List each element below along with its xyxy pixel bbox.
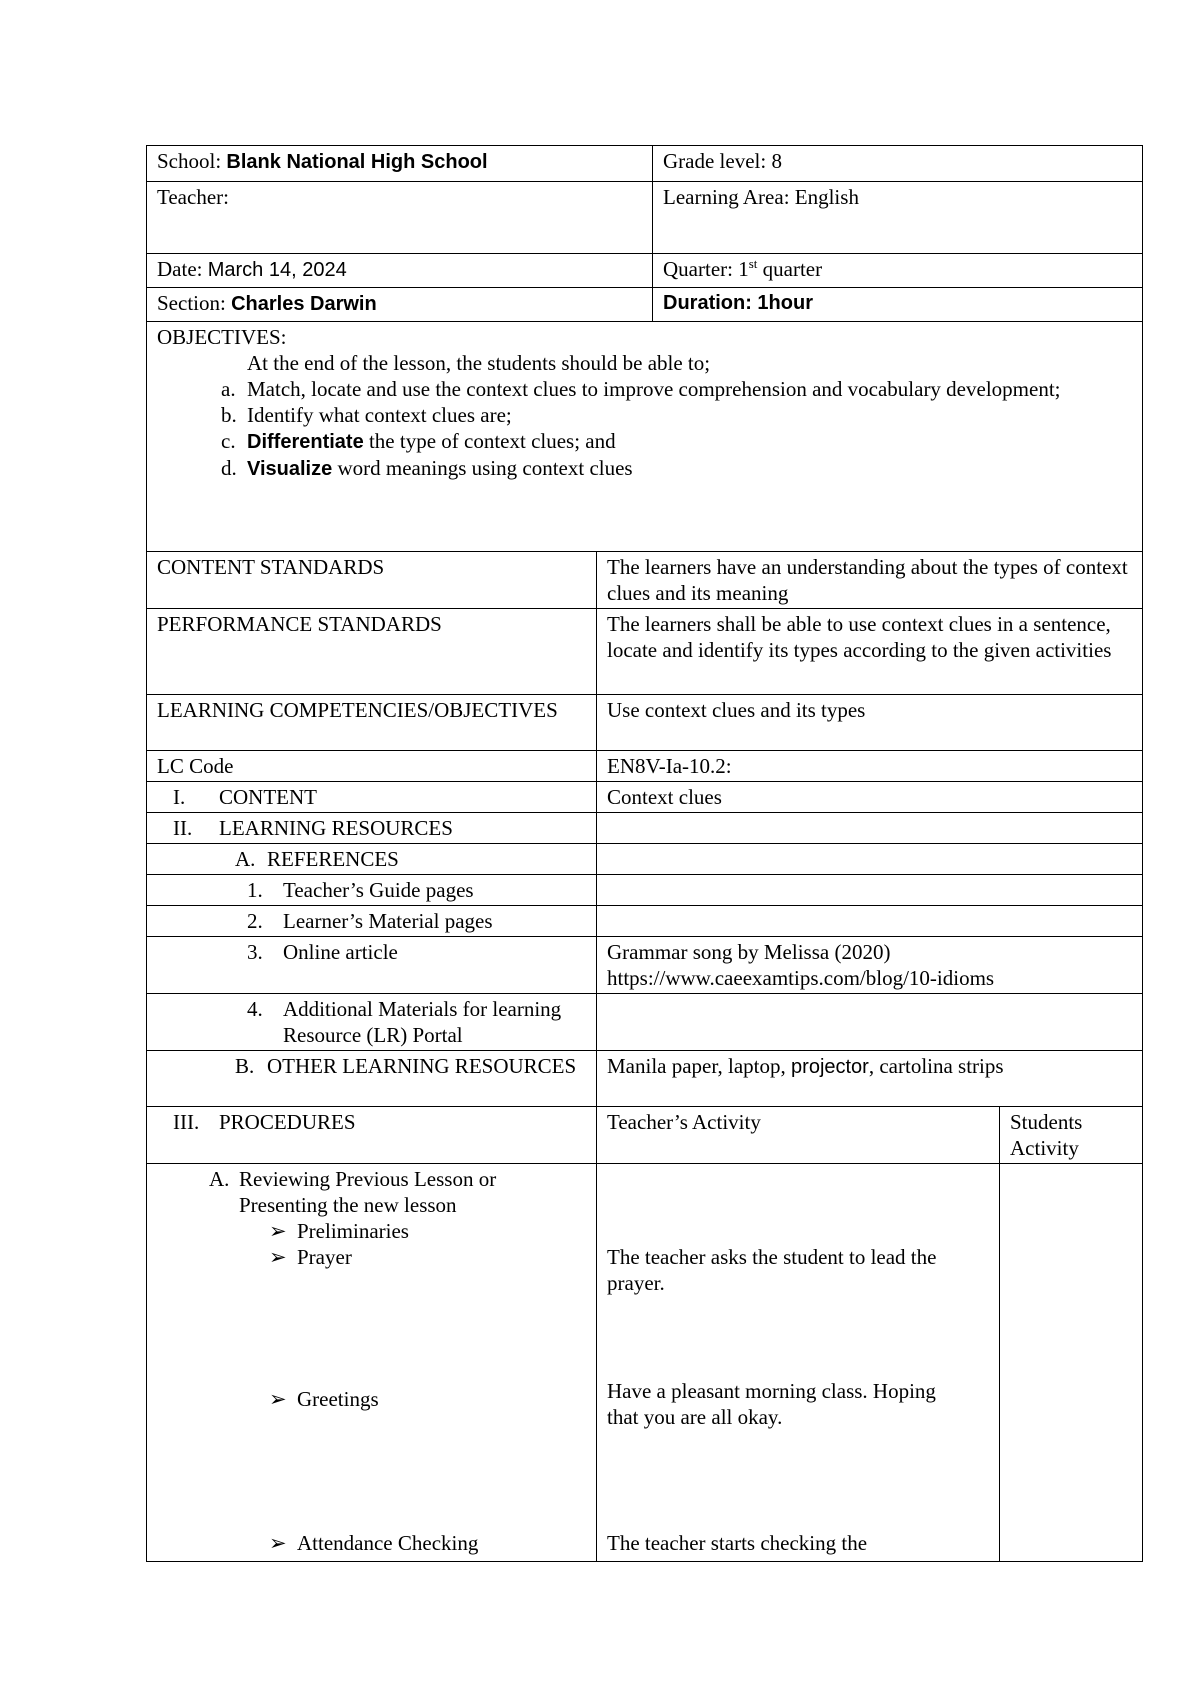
performance-standards-label: PERFORMANCE STANDARDS: [147, 608, 597, 694]
lesson-plan: [146, 145, 1142, 1562]
objective-item: b. Identify what context clues are;: [221, 403, 512, 427]
procedure-a-title: A. Reviewing Previous Lesson or Presenting the new lesson: [209, 1166, 497, 1217]
school-cell: School: Blank National High School: [147, 146, 653, 182]
objective-item: a. Match, locate and use the context clues to improve comprehension and vocabulary development;: [221, 377, 1061, 401]
objectives-cell: [147, 322, 1143, 552]
online-article-value: Grammar song by Melissa (2020) https://www.caeexamtips.com/blog/10-idioms: [597, 936, 1143, 993]
date-cell: Date: March 14, 2024: [147, 254, 653, 288]
students-activity-header: Students Activity: [1000, 1106, 1143, 1163]
bullet-prayer: ➢ Prayer: [269, 1244, 352, 1269]
objectives-intro: At the end of the lesson, the students should be able to;: [247, 351, 711, 375]
section-cell: Section: Charles Darwin: [147, 288, 653, 322]
arrow-bullet-icon: ➢: [269, 1218, 287, 1243]
attendance-activity-text: The teacher starts checking the: [607, 1530, 868, 1555]
duration-cell: Duration: 1hour: [653, 288, 1143, 322]
arrow-bullet-icon: ➢: [269, 1244, 287, 1269]
article-link: https://www.caeexamtips.com/blog/10-idioms: [607, 965, 995, 990]
other-resources-value: Manila paper, laptop, projector, cartolina strips: [597, 1050, 1143, 1106]
resources-table: [146, 551, 1143, 1562]
content-row-value: Context clues: [597, 781, 1143, 812]
objectives-title: OBJECTIVES:: [157, 325, 287, 349]
performance-standards-value: The learners shall be able to use context clues in a sentence, locate and identify its types according to the given activities: [597, 608, 1143, 694]
arrow-bullet-icon: ➢: [269, 1530, 287, 1555]
ref-additional-materials: 4. Additional Materials for learning Resource (LR) Portal: [147, 993, 597, 1050]
objectives-list: [157, 376, 1132, 482]
date-value: March 14, 2024: [207, 259, 347, 281]
quarter-cell: Quarter: 1st quarter: [653, 254, 1143, 288]
header-table: [146, 145, 1143, 552]
content-standards-value: The learners have an understanding about the types of context clues and its meaning: [597, 551, 1143, 608]
lc-code-value: EN8V-Ia-10.2:: [597, 750, 1143, 781]
other-resources-label: B. OTHER LEARNING RESOURCES: [147, 1050, 597, 1106]
students-activity-cell: [1000, 1163, 1143, 1561]
references-label: A. REFERENCES: [147, 843, 597, 874]
bullet-attendance: ➢ Attendance Checking: [269, 1530, 479, 1555]
ref-teachers-guide: 1. Teacher’s Guide pages: [147, 874, 597, 905]
competencies-label: LEARNING COMPETENCIES/OBJECTIVES: [147, 694, 597, 750]
section-value: Charles Darwin: [231, 293, 377, 315]
teacher-activity-cell: [597, 1163, 1000, 1561]
prayer-activity-text: The teacher asks the student to lead the prayer.: [607, 1244, 937, 1295]
teacher-activity-header: Teacher’s Activity: [597, 1106, 1000, 1163]
bullet-greetings: ➢ Greetings: [269, 1386, 379, 1411]
procedure-a-cell: [147, 1163, 597, 1561]
lc-code-label: LC Code: [147, 750, 597, 781]
objective-item: c. Differentiate the type of context clues; and: [221, 429, 616, 453]
content-row-label: I. CONTENT: [147, 781, 597, 812]
bullet-preliminaries: ➢ Preliminaries: [269, 1218, 409, 1243]
competencies-value: Use context clues and its types: [597, 694, 1143, 750]
learning-area-cell: Learning Area: English: [653, 182, 1143, 254]
procedures-label: III. PROCEDURES: [147, 1106, 597, 1163]
learning-resources-label: II. LEARNING RESOURCES: [147, 812, 597, 843]
ref-online-article: 3. Online article: [147, 936, 597, 993]
arrow-bullet-icon: ➢: [269, 1386, 287, 1411]
objective-item: d. Visualize word meanings using context clues: [221, 456, 633, 480]
grade-cell: Grade level: 8: [653, 146, 1143, 182]
school-value: Blank National High School: [226, 151, 488, 173]
teacher-cell: Teacher:: [147, 182, 653, 254]
greetings-activity-text: Have a pleasant morning class. Hoping that you are all okay.: [607, 1378, 936, 1429]
content-standards-label: CONTENT STANDARDS: [147, 551, 597, 608]
ref-learners-material: 2. Learner’s Material pages: [147, 905, 597, 936]
